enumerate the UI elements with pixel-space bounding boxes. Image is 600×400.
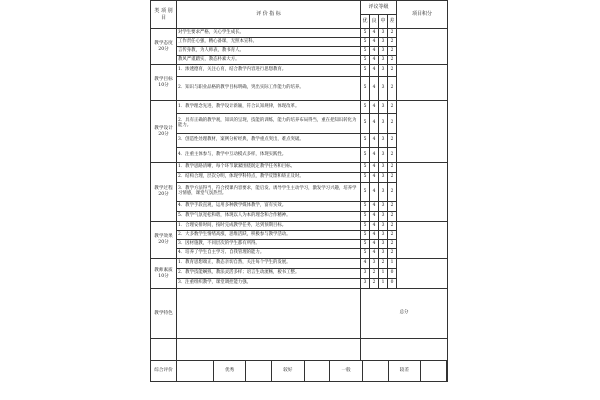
score-cell: 2 bbox=[388, 212, 397, 222]
criteria-item: 1．合理安排时间，按时完成教学任务，达到预期目标。 bbox=[177, 222, 361, 231]
score-cell: 2 bbox=[388, 114, 397, 134]
score-cell: 3 bbox=[379, 101, 388, 114]
score-cell: 2 bbox=[388, 77, 397, 101]
section-label: 教师素质10分 bbox=[151, 259, 177, 289]
summary-label: 综合评价 bbox=[151, 361, 177, 382]
score-cell: 3 bbox=[379, 222, 388, 231]
criteria-item: 5．教学气氛宽松和谐，体现以人为本的理念和合作精神。 bbox=[177, 212, 361, 222]
score-cell: 2 bbox=[388, 231, 397, 240]
summary-option: 一般 bbox=[341, 367, 351, 373]
criteria-item: 1．渗透德育，关注心育，结合教学内容进行思想教育。 bbox=[177, 65, 361, 77]
item-score-cell bbox=[397, 163, 448, 222]
item-score-cell bbox=[397, 101, 448, 163]
section-label: 教学态度20分 bbox=[151, 29, 177, 65]
spacer-cell bbox=[361, 339, 448, 361]
score-cell: 3 bbox=[379, 231, 388, 240]
summary-option: 较差 bbox=[399, 367, 409, 373]
score-cell: 5 bbox=[361, 249, 370, 259]
score-cell: 2 bbox=[388, 29, 397, 38]
score-cell: 3 bbox=[379, 47, 388, 56]
score-cell: 4 bbox=[370, 47, 379, 56]
score-cell: 5 bbox=[361, 114, 370, 134]
score-cell: 5 bbox=[361, 222, 370, 231]
score-cell: 2 bbox=[388, 163, 397, 173]
criteria-item: 2．结构合理，层次分明，体现学科特点，教学反馈和矫正及时。 bbox=[177, 173, 361, 183]
summary-row bbox=[151, 361, 448, 382]
score-cell: 3 bbox=[379, 212, 388, 222]
score-cell: 2 bbox=[388, 148, 397, 163]
level-header: 差 bbox=[388, 15, 397, 29]
score-cell: 4 bbox=[370, 212, 379, 222]
spacer-cell bbox=[177, 339, 361, 361]
item-score-cell bbox=[397, 259, 448, 289]
score-cell: 4 bbox=[370, 134, 379, 148]
summary-options bbox=[177, 361, 448, 382]
total-score-label: 总分 bbox=[361, 289, 448, 339]
section-label: 教学效果20分 bbox=[151, 222, 177, 259]
table-row bbox=[151, 163, 448, 173]
score-cell: 4 bbox=[370, 38, 379, 47]
criteria-item: 4．培养了学生自主学习、自我管理的能力。 bbox=[177, 249, 361, 259]
criteria-item: 3．教学方法得当，符合授课内容要求，能启发、诱导学生主动学习，激发学习兴趣，培养学习情感，课堂气氛热烈。 bbox=[177, 183, 361, 202]
criteria-item: 3．创造性处理教材，案例分析经典，教学重点突出，难点突破。 bbox=[177, 134, 361, 148]
score-cell: 2 bbox=[370, 269, 379, 279]
score-cell: 3 bbox=[379, 183, 388, 202]
score-cell: 3 bbox=[379, 29, 388, 38]
score-cell: 5 bbox=[361, 212, 370, 222]
summary-checkbox bbox=[246, 361, 272, 381]
score-cell: 2 bbox=[388, 222, 397, 231]
criteria-item: 4．注重主体参与，教学中互动模式多样，体现实践性。 bbox=[177, 148, 361, 163]
category-header: 类 项 别 目 bbox=[151, 1, 177, 29]
score-cell: 2 bbox=[388, 65, 397, 77]
score-cell: 5 bbox=[361, 240, 370, 249]
criteria-item: 1．教学理念先进，教学设计新颖，符合认知规律，体现改革。 bbox=[177, 101, 361, 114]
criteria-item: 言传身教，为人师表，教书育人。 bbox=[177, 47, 361, 56]
criteria-item: 3．注重组织教学，课堂调控能力强。 bbox=[177, 279, 361, 289]
rating-group-header: 评议等级 bbox=[361, 1, 397, 15]
score-cell: 2 bbox=[388, 183, 397, 202]
score-cell: 3 bbox=[379, 202, 388, 212]
summary-options-table bbox=[177, 361, 447, 381]
score-cell: 4 bbox=[370, 231, 379, 240]
section-label: 教学目标10分 bbox=[151, 65, 177, 101]
score-cell: 3 bbox=[379, 240, 388, 249]
criteria-item: 工作责任心强，精心备课，无照本宣科。 bbox=[177, 38, 361, 47]
item-score-cell bbox=[397, 29, 448, 65]
score-cell: 2 bbox=[370, 279, 379, 289]
score-cell: 2 bbox=[388, 47, 397, 56]
criteria-item: 2．具有正确的教学观，知识的呈现，技能的训练，能力的培养布局得当，重在把知识转化为能力。 bbox=[177, 114, 361, 134]
criteria-item: 2．知识与职业品格的教学目标明确，突出实际工作能力的培养。 bbox=[177, 77, 361, 101]
score-cell: 5 bbox=[361, 183, 370, 202]
score-cell: 3 bbox=[379, 134, 388, 148]
score-cell: 3 bbox=[379, 163, 388, 173]
table-row bbox=[151, 259, 448, 269]
score-cell: 2 bbox=[388, 240, 397, 249]
summary-checkbox bbox=[362, 361, 388, 381]
evaluation-table bbox=[150, 0, 448, 382]
criteria-item: 对学生要求严格，关心学生成长。 bbox=[177, 29, 361, 38]
score-cell: 5 bbox=[361, 29, 370, 38]
criteria-item: 4．教学手段直观，运用多种教学媒体教学，富有实效。 bbox=[177, 202, 361, 212]
criteria-item: 教风严谨踏实，教态朴素大方。 bbox=[177, 56, 361, 65]
score-cell: 4 bbox=[370, 222, 379, 231]
feature-row bbox=[151, 289, 448, 339]
score-cell: 4 bbox=[370, 249, 379, 259]
score-cell: 3 bbox=[379, 77, 388, 101]
score-cell: 3 bbox=[379, 56, 388, 65]
score-cell: 2 bbox=[388, 101, 397, 114]
score-cell: 3 bbox=[379, 114, 388, 134]
score-cell: 1 bbox=[379, 279, 388, 289]
table-row bbox=[151, 65, 448, 77]
score-cell: 1 bbox=[379, 269, 388, 279]
score-cell: 3 bbox=[370, 259, 379, 269]
score-cell: 2 bbox=[388, 202, 397, 212]
score-cell: 4 bbox=[370, 173, 379, 183]
score-cell: 4 bbox=[370, 148, 379, 163]
summary-checkbox bbox=[177, 361, 213, 381]
spacer-row bbox=[151, 339, 448, 361]
score-cell: 2 bbox=[379, 259, 388, 269]
score-cell: 3 bbox=[379, 173, 388, 183]
score-cell: 5 bbox=[361, 202, 370, 212]
section-label: 教学过程20分 bbox=[151, 163, 177, 222]
score-cell: 2 bbox=[388, 249, 397, 259]
score-cell: 5 bbox=[361, 38, 370, 47]
score-cell: 5 bbox=[361, 163, 370, 173]
score-cell: 3 bbox=[361, 279, 370, 289]
score-cell: 4 bbox=[370, 240, 379, 249]
score-cell: 3 bbox=[361, 269, 370, 279]
score-cell: 4 bbox=[370, 77, 379, 101]
score-cell: 2 bbox=[388, 38, 397, 47]
level-header: 优 bbox=[361, 15, 370, 29]
score-cell: 0 bbox=[388, 269, 397, 279]
section-label: 教学设计20分 bbox=[151, 101, 177, 163]
table-row bbox=[151, 222, 448, 231]
spacer-cell bbox=[151, 339, 177, 361]
table-row bbox=[151, 101, 448, 114]
item-score-cell bbox=[397, 222, 448, 259]
criteria-item: 2．教学技能娴熟，教法灵活多样；语言生动流畅，板书工整。 bbox=[177, 269, 361, 279]
score-cell: 4 bbox=[370, 202, 379, 212]
level-header: 中 bbox=[379, 15, 388, 29]
table-row bbox=[151, 29, 448, 38]
summary-checkbox bbox=[304, 361, 330, 381]
score-cell: 5 bbox=[361, 77, 370, 101]
summary-option: 优秀 bbox=[225, 367, 235, 373]
criteria-header: 评 价 指 标 bbox=[177, 1, 361, 29]
score-cell: 2 bbox=[388, 173, 397, 183]
feature-label: 教学特色 bbox=[151, 289, 177, 339]
summary-checkbox bbox=[421, 361, 447, 381]
score-cell: 3 bbox=[379, 38, 388, 47]
criteria-item: 1．教育思想端正，教态亲切自然，关注每个学生的发展。 bbox=[177, 259, 361, 269]
score-cell: 4 bbox=[370, 163, 379, 173]
criteria-item: 3．因材施教，不同层次的学生都有所得。 bbox=[177, 240, 361, 249]
score-cell: 2 bbox=[388, 134, 397, 148]
score-cell: 4 bbox=[370, 183, 379, 202]
score-cell: 4 bbox=[361, 259, 370, 269]
score-cell: 3 bbox=[379, 249, 388, 259]
score-cell: 5 bbox=[361, 148, 370, 163]
score-cell: 3 bbox=[379, 148, 388, 163]
score-cell: 2 bbox=[388, 56, 397, 65]
score-cell: 4 bbox=[370, 101, 379, 114]
score-cell: 5 bbox=[361, 101, 370, 114]
criteria-item: 2．大多数学生情绪高涨，思维活跃，积极参与教学活动。 bbox=[177, 231, 361, 240]
score-cell: 4 bbox=[370, 29, 379, 38]
evaluation-sheet bbox=[150, 0, 450, 400]
item-score-header: 项目积分 bbox=[397, 1, 448, 29]
score-cell: 5 bbox=[361, 134, 370, 148]
score-cell: 1 bbox=[388, 259, 397, 269]
score-cell: 5 bbox=[361, 231, 370, 240]
criteria-item: 1．教学思路清晰，每个环节紧紧围绕既定教学任务和目标。 bbox=[177, 163, 361, 173]
summary-option: 较好 bbox=[283, 367, 293, 373]
score-cell: 5 bbox=[361, 56, 370, 65]
score-cell: 4 bbox=[370, 114, 379, 134]
item-score-cell bbox=[397, 65, 448, 101]
score-cell: 3 bbox=[379, 65, 388, 77]
feature-content bbox=[177, 289, 361, 339]
score-cell: 5 bbox=[361, 65, 370, 77]
level-header: 良 bbox=[370, 15, 379, 29]
score-cell: 0 bbox=[388, 279, 397, 289]
score-cell: 4 bbox=[370, 56, 379, 65]
score-cell: 5 bbox=[361, 173, 370, 183]
score-cell: 4 bbox=[370, 65, 379, 77]
score-cell: 5 bbox=[361, 47, 370, 56]
